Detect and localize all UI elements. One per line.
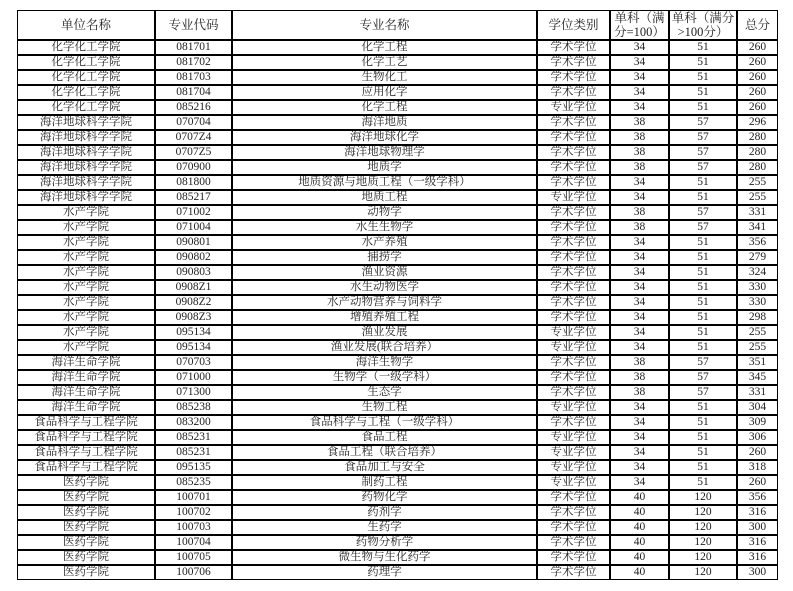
single-subject-over-100-cell: 120 [669, 535, 737, 550]
major-code-cell: 095134 [155, 340, 232, 355]
single-subject-over-100-cell: 57 [669, 130, 737, 145]
major-code-cell: 090803 [155, 265, 232, 280]
header-unit-name: 单位名称 [17, 10, 155, 40]
unit-name-cell: 海洋地球科学学院 [17, 160, 155, 175]
degree-type-cell: 学术学位 [537, 40, 610, 55]
total-score-cell: 330 [737, 280, 778, 295]
major-code-cell: 0707Z5 [155, 145, 232, 160]
degree-type-cell: 学术学位 [537, 145, 610, 160]
major-name-cell: 渔业发展(联合培养） [232, 340, 537, 355]
table-row [17, 370, 778, 385]
unit-name-cell: 化学化工学院 [17, 70, 155, 85]
single-subject-100-cell: 40 [610, 535, 669, 550]
degree-type-cell: 学术学位 [537, 535, 610, 550]
single-subject-over-100-cell: 51 [669, 445, 737, 460]
table-row [17, 100, 778, 115]
total-score-cell: 356 [737, 235, 778, 250]
single-subject-over-100-cell: 120 [669, 505, 737, 520]
table-row [17, 430, 778, 445]
single-subject-over-100-cell: 57 [669, 115, 737, 130]
unit-name-cell: 水产学院 [17, 220, 155, 235]
single-subject-over-100-cell: 51 [669, 175, 737, 190]
total-score-cell: 306 [737, 430, 778, 445]
single-subject-over-100-cell: 51 [669, 70, 737, 85]
table-row [17, 40, 778, 55]
total-score-cell: 260 [737, 475, 778, 490]
single-subject-over-100-cell: 51 [669, 235, 737, 250]
table-row [17, 235, 778, 250]
degree-type-cell: 学术学位 [537, 415, 610, 430]
degree-type-cell: 学术学位 [537, 55, 610, 70]
table-body [17, 40, 778, 580]
major-name-cell: 海洋地球物理学 [232, 145, 537, 160]
major-code-cell: 0908Z1 [155, 280, 232, 295]
major-name-cell: 微生物与生化药学 [232, 550, 537, 565]
single-subject-100-cell: 34 [610, 70, 669, 85]
unit-name-cell: 食品科学与工程学院 [17, 445, 155, 460]
unit-name-cell: 水产学院 [17, 280, 155, 295]
header-row [17, 10, 778, 40]
major-code-cell: 090802 [155, 250, 232, 265]
table-row [17, 280, 778, 295]
major-name-cell: 渔业资源 [232, 265, 537, 280]
single-subject-100-cell: 38 [610, 115, 669, 130]
total-score-cell: 345 [737, 370, 778, 385]
major-name-cell: 水生动物医学 [232, 280, 537, 295]
single-subject-100-cell: 34 [610, 175, 669, 190]
table-row [17, 85, 778, 100]
degree-type-cell: 学术学位 [537, 235, 610, 250]
table-row [17, 295, 778, 310]
degree-type-cell: 学术学位 [537, 505, 610, 520]
major-name-cell: 动物学 [232, 205, 537, 220]
unit-name-cell: 化学化工学院 [17, 55, 155, 70]
unit-name-cell: 海洋地球科学学院 [17, 145, 155, 160]
major-name-cell: 地质工程 [232, 190, 537, 205]
table-header [17, 10, 778, 40]
major-code-cell: 100705 [155, 550, 232, 565]
table-row [17, 145, 778, 160]
single-subject-100-cell: 38 [610, 145, 669, 160]
major-code-cell: 081701 [155, 40, 232, 55]
major-name-cell: 海洋生物学 [232, 355, 537, 370]
total-score-cell: 255 [737, 190, 778, 205]
major-name-cell: 地质学 [232, 160, 537, 175]
unit-name-cell: 医药学院 [17, 505, 155, 520]
unit-name-cell: 水产学院 [17, 325, 155, 340]
degree-type-cell: 专业学位 [537, 400, 610, 415]
major-name-cell: 增殖养殖工程 [232, 310, 537, 325]
header-single-subject-100: 单科（满分=100） [610, 10, 669, 40]
single-subject-100-cell: 40 [610, 490, 669, 505]
unit-name-cell: 水产学院 [17, 340, 155, 355]
single-subject-100-cell: 40 [610, 520, 669, 535]
total-score-cell: 300 [737, 520, 778, 535]
table-row [17, 505, 778, 520]
major-name-cell: 渔业发展 [232, 325, 537, 340]
major-code-cell: 0908Z2 [155, 295, 232, 310]
total-score-cell: 318 [737, 460, 778, 475]
unit-name-cell: 水产学院 [17, 235, 155, 250]
table-row [17, 55, 778, 70]
major-code-cell: 085216 [155, 100, 232, 115]
degree-type-cell: 专业学位 [537, 430, 610, 445]
single-subject-100-cell: 40 [610, 550, 669, 565]
total-score-cell: 341 [737, 220, 778, 235]
single-subject-over-100-cell: 57 [669, 355, 737, 370]
major-name-cell: 生物学（一级学科） [232, 370, 537, 385]
single-subject-over-100-cell: 51 [669, 85, 737, 100]
admission-score-table [17, 10, 778, 580]
major-name-cell: 药物分析学 [232, 535, 537, 550]
total-score-cell: 255 [737, 340, 778, 355]
unit-name-cell: 食品科学与工程学院 [17, 460, 155, 475]
major-code-cell: 071002 [155, 205, 232, 220]
single-subject-100-cell: 34 [610, 40, 669, 55]
total-score-cell: 279 [737, 250, 778, 265]
single-subject-over-100-cell: 57 [669, 220, 737, 235]
unit-name-cell: 水产学院 [17, 250, 155, 265]
total-score-cell: 300 [737, 565, 778, 580]
table-row [17, 490, 778, 505]
single-subject-over-100-cell: 120 [669, 520, 737, 535]
unit-name-cell: 水产学院 [17, 295, 155, 310]
table-row [17, 385, 778, 400]
degree-type-cell: 学术学位 [537, 310, 610, 325]
degree-type-cell: 专业学位 [537, 340, 610, 355]
degree-type-cell: 学术学位 [537, 265, 610, 280]
total-score-cell: 255 [737, 175, 778, 190]
table-row [17, 310, 778, 325]
major-code-cell: 085231 [155, 430, 232, 445]
major-name-cell: 药理学 [232, 565, 537, 580]
major-name-cell: 水生生物学 [232, 220, 537, 235]
major-code-cell: 100702 [155, 505, 232, 520]
table-row [17, 520, 778, 535]
single-subject-100-cell: 34 [610, 250, 669, 265]
major-name-cell: 化学工艺 [232, 55, 537, 70]
degree-type-cell: 学术学位 [537, 250, 610, 265]
header-degree-type: 学位类别 [537, 10, 610, 40]
total-score-cell: 280 [737, 160, 778, 175]
unit-name-cell: 水产学院 [17, 265, 155, 280]
degree-type-cell: 专业学位 [537, 475, 610, 490]
total-score-cell: 304 [737, 400, 778, 415]
single-subject-over-100-cell: 51 [669, 325, 737, 340]
single-subject-100-cell: 34 [610, 475, 669, 490]
total-score-cell: 296 [737, 115, 778, 130]
unit-name-cell: 海洋地球科学学院 [17, 175, 155, 190]
major-code-cell: 070900 [155, 160, 232, 175]
single-subject-100-cell: 34 [610, 325, 669, 340]
unit-name-cell: 海洋生命学院 [17, 370, 155, 385]
single-subject-over-100-cell: 57 [669, 385, 737, 400]
table-row [17, 535, 778, 550]
major-code-cell: 081800 [155, 175, 232, 190]
header-single-subject-over-100: 单科（满分>100分） [669, 10, 737, 40]
major-name-cell: 海洋地质 [232, 115, 537, 130]
degree-type-cell: 学术学位 [537, 70, 610, 85]
major-code-cell: 070703 [155, 355, 232, 370]
single-subject-100-cell: 34 [610, 280, 669, 295]
unit-name-cell: 海洋生命学院 [17, 400, 155, 415]
degree-type-cell: 学术学位 [537, 220, 610, 235]
single-subject-100-cell: 38 [610, 160, 669, 175]
degree-type-cell: 专业学位 [537, 100, 610, 115]
single-subject-over-100-cell: 51 [669, 310, 737, 325]
degree-type-cell: 学术学位 [537, 565, 610, 580]
unit-name-cell: 化学化工学院 [17, 100, 155, 115]
table-row [17, 115, 778, 130]
table-row [17, 130, 778, 145]
total-score-cell: 331 [737, 205, 778, 220]
degree-type-cell: 学术学位 [537, 520, 610, 535]
total-score-cell: 280 [737, 145, 778, 160]
single-subject-over-100-cell: 51 [669, 250, 737, 265]
table-row [17, 340, 778, 355]
table-row [17, 205, 778, 220]
single-subject-over-100-cell: 120 [669, 565, 737, 580]
unit-name-cell: 水产学院 [17, 205, 155, 220]
major-name-cell: 食品科学与工程（一级学科） [232, 415, 537, 430]
major-code-cell: 090801 [155, 235, 232, 250]
total-score-cell: 316 [737, 550, 778, 565]
major-code-cell: 070704 [155, 115, 232, 130]
major-name-cell: 地质资源与地质工程（一级学科） [232, 175, 537, 190]
single-subject-over-100-cell: 51 [669, 100, 737, 115]
single-subject-100-cell: 34 [610, 460, 669, 475]
major-name-cell: 生物工程 [232, 400, 537, 415]
total-score-cell: 324 [737, 265, 778, 280]
table-row [17, 550, 778, 565]
degree-type-cell: 专业学位 [537, 325, 610, 340]
degree-type-cell: 学术学位 [537, 130, 610, 145]
table-row [17, 445, 778, 460]
single-subject-100-cell: 34 [610, 415, 669, 430]
major-name-cell: 药剂学 [232, 505, 537, 520]
major-code-cell: 0908Z3 [155, 310, 232, 325]
major-name-cell: 生物化工 [232, 70, 537, 85]
single-subject-100-cell: 38 [610, 355, 669, 370]
total-score-cell: 356 [737, 490, 778, 505]
total-score-cell: 260 [737, 445, 778, 460]
major-code-cell: 071300 [155, 385, 232, 400]
unit-name-cell: 海洋地球科学学院 [17, 130, 155, 145]
single-subject-100-cell: 38 [610, 205, 669, 220]
single-subject-100-cell: 34 [610, 445, 669, 460]
total-score-cell: 330 [737, 295, 778, 310]
table-row [17, 160, 778, 175]
single-subject-over-100-cell: 51 [669, 400, 737, 415]
degree-type-cell: 学术学位 [537, 115, 610, 130]
unit-name-cell: 海洋地球科学学院 [17, 115, 155, 130]
total-score-cell: 298 [737, 310, 778, 325]
single-subject-over-100-cell: 51 [669, 460, 737, 475]
single-subject-100-cell: 34 [610, 295, 669, 310]
table-row [17, 265, 778, 280]
table-row [17, 325, 778, 340]
degree-type-cell: 学术学位 [537, 175, 610, 190]
single-subject-over-100-cell: 51 [669, 190, 737, 205]
single-subject-100-cell: 34 [610, 85, 669, 100]
single-subject-over-100-cell: 57 [669, 205, 737, 220]
single-subject-100-cell: 40 [610, 565, 669, 580]
single-subject-over-100-cell: 120 [669, 550, 737, 565]
major-code-cell: 081703 [155, 70, 232, 85]
degree-type-cell: 学术学位 [537, 280, 610, 295]
header-total-score: 总分 [737, 10, 778, 40]
major-code-cell: 085235 [155, 475, 232, 490]
unit-name-cell: 医药学院 [17, 490, 155, 505]
major-code-cell: 081704 [155, 85, 232, 100]
table-row [17, 400, 778, 415]
total-score-cell: 260 [737, 40, 778, 55]
degree-type-cell: 专业学位 [537, 190, 610, 205]
major-name-cell: 化学工程 [232, 100, 537, 115]
unit-name-cell: 海洋生命学院 [17, 385, 155, 400]
total-score-cell: 260 [737, 100, 778, 115]
major-code-cell: 100706 [155, 565, 232, 580]
table-row [17, 475, 778, 490]
table-row [17, 250, 778, 265]
single-subject-over-100-cell: 51 [669, 280, 737, 295]
major-code-cell: 081702 [155, 55, 232, 70]
single-subject-100-cell: 34 [610, 265, 669, 280]
degree-type-cell: 学术学位 [537, 490, 610, 505]
degree-type-cell: 学术学位 [537, 205, 610, 220]
degree-type-cell: 学术学位 [537, 370, 610, 385]
unit-name-cell: 医药学院 [17, 520, 155, 535]
major-name-cell: 制药工程 [232, 475, 537, 490]
single-subject-over-100-cell: 51 [669, 430, 737, 445]
major-name-cell: 捕捞学 [232, 250, 537, 265]
unit-name-cell: 食品科学与工程学院 [17, 430, 155, 445]
total-score-cell: 260 [737, 85, 778, 100]
single-subject-over-100-cell: 57 [669, 145, 737, 160]
single-subject-100-cell: 38 [610, 385, 669, 400]
table-row [17, 190, 778, 205]
major-name-cell: 食品工程（联合培养） [232, 445, 537, 460]
single-subject-100-cell: 34 [610, 340, 669, 355]
major-name-cell: 生态学 [232, 385, 537, 400]
total-score-cell: 316 [737, 535, 778, 550]
degree-type-cell: 学术学位 [537, 550, 610, 565]
single-subject-over-100-cell: 51 [669, 340, 737, 355]
total-score-cell: 351 [737, 355, 778, 370]
single-subject-over-100-cell: 57 [669, 160, 737, 175]
degree-type-cell: 专业学位 [537, 445, 610, 460]
major-code-cell: 0707Z4 [155, 130, 232, 145]
table-row [17, 220, 778, 235]
single-subject-100-cell: 34 [610, 235, 669, 250]
single-subject-100-cell: 34 [610, 190, 669, 205]
major-code-cell: 085217 [155, 190, 232, 205]
major-code-cell: 100703 [155, 520, 232, 535]
major-code-cell: 085238 [155, 400, 232, 415]
major-name-cell: 食品工程 [232, 430, 537, 445]
major-code-cell: 083200 [155, 415, 232, 430]
table-row [17, 460, 778, 475]
major-code-cell: 095134 [155, 325, 232, 340]
major-code-cell: 071000 [155, 370, 232, 385]
single-subject-100-cell: 40 [610, 505, 669, 520]
single-subject-100-cell: 38 [610, 130, 669, 145]
major-name-cell: 应用化学 [232, 85, 537, 100]
degree-type-cell: 学术学位 [537, 160, 610, 175]
table-row [17, 70, 778, 85]
major-name-cell: 海洋地球化学 [232, 130, 537, 145]
unit-name-cell: 食品科学与工程学院 [17, 415, 155, 430]
header-major-code: 专业代码 [155, 10, 232, 40]
table-row [17, 175, 778, 190]
single-subject-over-100-cell: 51 [669, 475, 737, 490]
major-name-cell: 化学工程 [232, 40, 537, 55]
total-score-cell: 280 [737, 130, 778, 145]
total-score-cell: 260 [737, 55, 778, 70]
single-subject-over-100-cell: 51 [669, 415, 737, 430]
unit-name-cell: 医药学院 [17, 535, 155, 550]
total-score-cell: 260 [737, 70, 778, 85]
major-code-cell: 100701 [155, 490, 232, 505]
major-name-cell: 生药学 [232, 520, 537, 535]
major-code-cell: 071004 [155, 220, 232, 235]
single-subject-100-cell: 38 [610, 220, 669, 235]
table-row [17, 415, 778, 430]
total-score-cell: 331 [737, 385, 778, 400]
major-code-cell: 085231 [155, 445, 232, 460]
single-subject-over-100-cell: 51 [669, 295, 737, 310]
total-score-cell: 255 [737, 325, 778, 340]
major-code-cell: 100704 [155, 535, 232, 550]
single-subject-100-cell: 38 [610, 370, 669, 385]
single-subject-100-cell: 34 [610, 400, 669, 415]
total-score-cell: 309 [737, 415, 778, 430]
major-name-cell: 水产动物营养与饲料学 [232, 295, 537, 310]
unit-name-cell: 化学化工学院 [17, 85, 155, 100]
degree-type-cell: 学术学位 [537, 355, 610, 370]
table-row [17, 355, 778, 370]
major-name-cell: 药物化学 [232, 490, 537, 505]
unit-name-cell: 医药学院 [17, 475, 155, 490]
single-subject-100-cell: 34 [610, 100, 669, 115]
single-subject-100-cell: 34 [610, 55, 669, 70]
degree-type-cell: 学术学位 [537, 85, 610, 100]
single-subject-over-100-cell: 57 [669, 370, 737, 385]
single-subject-over-100-cell: 120 [669, 490, 737, 505]
major-name-cell: 水产养殖 [232, 235, 537, 250]
unit-name-cell: 海洋生命学院 [17, 355, 155, 370]
unit-name-cell: 化学化工学院 [17, 40, 155, 55]
total-score-cell: 316 [737, 505, 778, 520]
unit-name-cell: 医药学院 [17, 550, 155, 565]
degree-type-cell: 学术学位 [537, 385, 610, 400]
single-subject-100-cell: 34 [610, 310, 669, 325]
single-subject-over-100-cell: 51 [669, 55, 737, 70]
major-name-cell: 食品加工与安全 [232, 460, 537, 475]
unit-name-cell: 水产学院 [17, 310, 155, 325]
degree-type-cell: 专业学位 [537, 460, 610, 475]
table-row [17, 565, 778, 580]
unit-name-cell: 医药学院 [17, 565, 155, 580]
header-major-name: 专业名称 [232, 10, 537, 40]
single-subject-over-100-cell: 51 [669, 265, 737, 280]
unit-name-cell: 海洋地球科学学院 [17, 190, 155, 205]
single-subject-100-cell: 34 [610, 430, 669, 445]
major-code-cell: 095135 [155, 460, 232, 475]
degree-type-cell: 学术学位 [537, 295, 610, 310]
single-subject-over-100-cell: 51 [669, 40, 737, 55]
